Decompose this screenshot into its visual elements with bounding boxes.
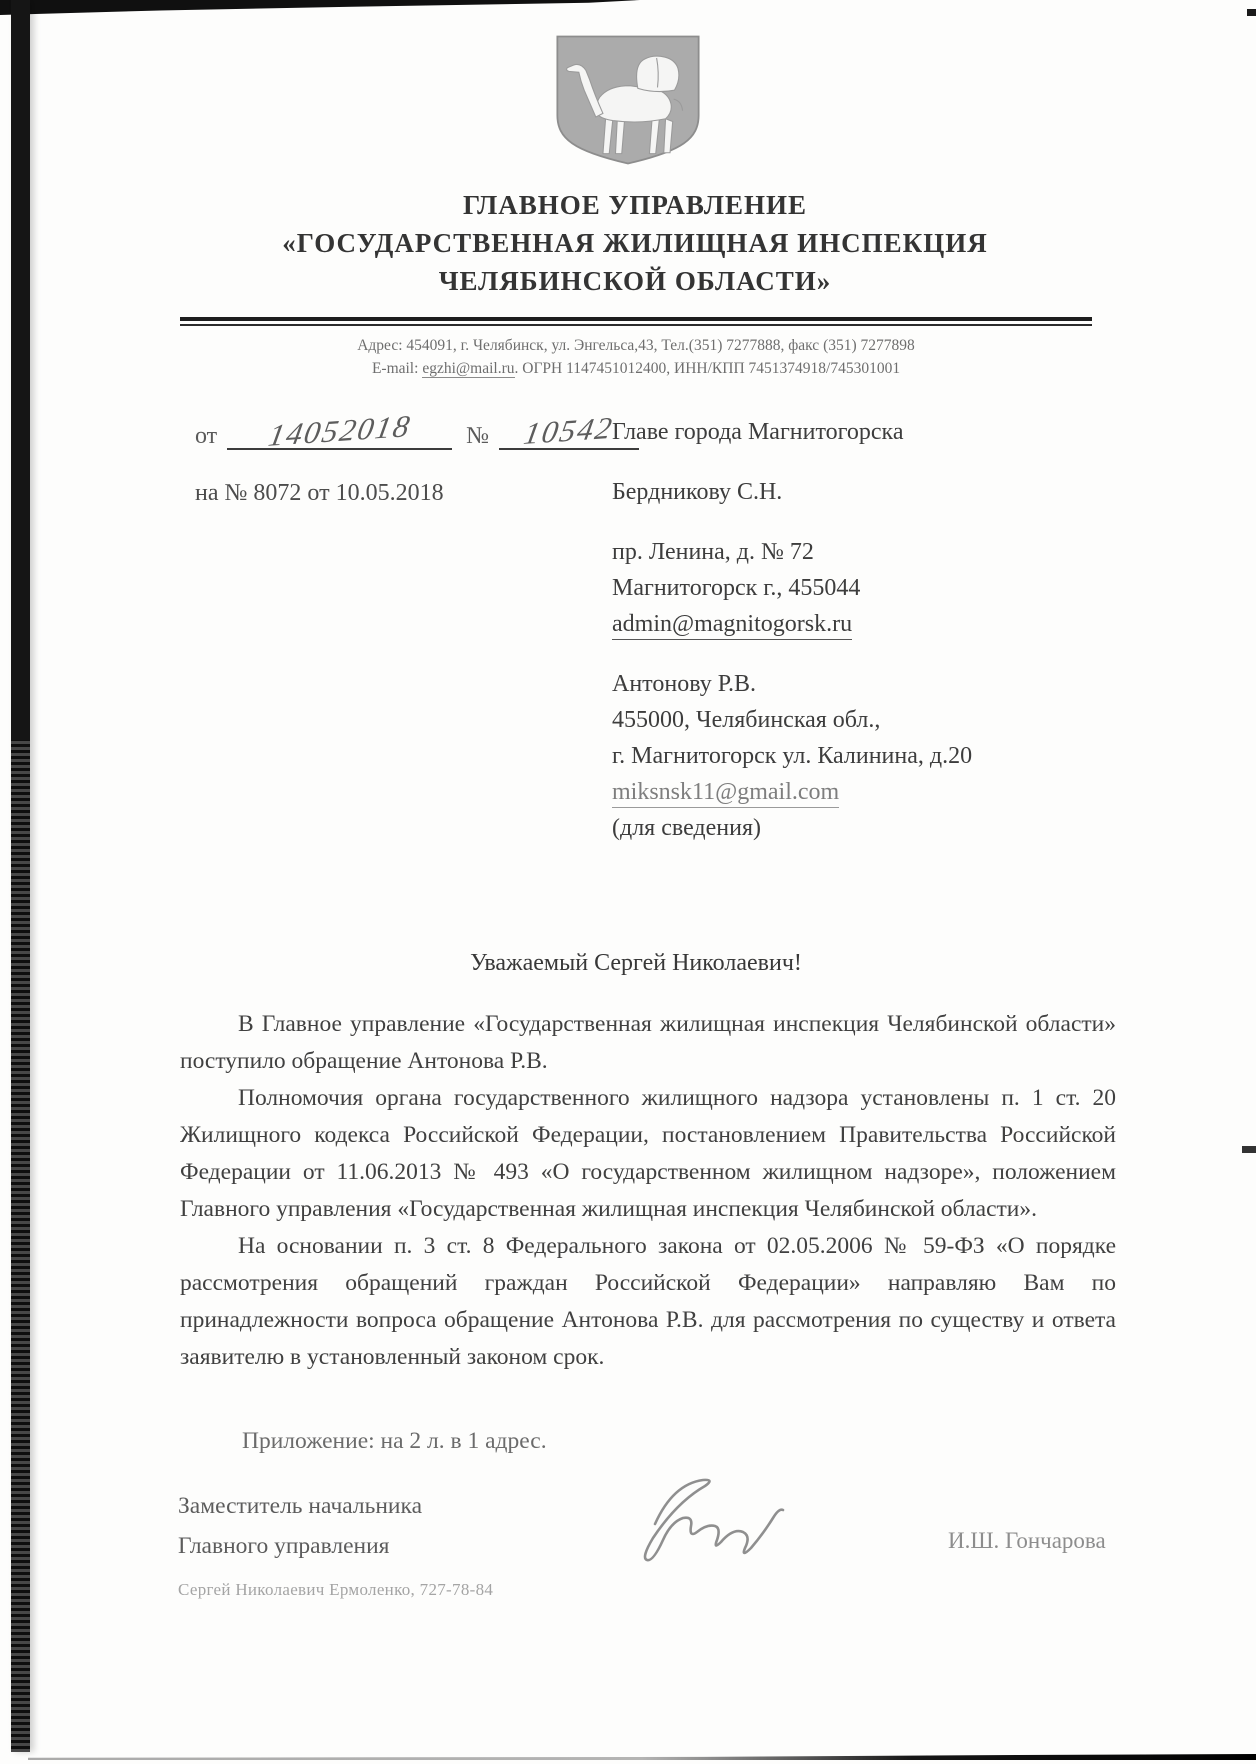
- email-label: E-mail:: [371, 360, 423, 377]
- org-title-line3: ЧЕЛЯБИНСКОЙ ОБЛАСТИ»: [438, 266, 832, 296]
- handwritten-number: 10542: [521, 409, 617, 452]
- handwritten-signature: [600, 1462, 840, 1572]
- org-reg-info: . ОГРН 1147451012400, ИНН/КПП 7451374918/745301001: [514, 360, 901, 377]
- coat-of-arms-emblem: [552, 26, 704, 174]
- recipient-secondary-street: г. Магнитогорск ул. Калинина, д.20: [612, 743, 973, 769]
- recipient-primary-street: пр. Ленина, д. № 72: [612, 539, 814, 565]
- org-email: egzhi@mail.ru: [422, 360, 515, 377]
- signer-position-line1: Заместитель начальника: [178, 1493, 422, 1519]
- signer-position-line2: Главного управления: [178, 1533, 390, 1559]
- signer-name: И.Ш. Гончарова: [948, 1528, 1106, 1553]
- recipient-secondary-email: miksnsk11@gmail.com: [612, 777, 839, 808]
- scan-artifact-right-mid: [1242, 1146, 1256, 1153]
- body-paragraph-1: В Главное управление «Государственная жилищная инспекция Челябинской области» поступило обращение Антонова Р.В.: [180, 1011, 1116, 1074]
- org-address-line: Адрес: 454091, г. Челябинск, ул. Энгельса,43, Тел.(351) 7277888, факс (351) 7277898: [357, 337, 915, 354]
- org-title-line1: ГЛАВНОЕ УПРАВЛЕНИЕ: [463, 190, 807, 220]
- recipient-primary-email-row: [612, 606, 1112, 642]
- header-divider-rule: [180, 317, 1092, 326]
- org-title: [160, 186, 1110, 300]
- signature-scribble-icon: [600, 1462, 840, 1572]
- recipient-primary-city: Магнитогорск г., 455044: [612, 575, 861, 601]
- scan-artifact-top-edge: [0, 0, 640, 15]
- body-paragraph-3: На основании п. 3 ст. 8 Федерального закона от 02.05.2006 № 59-ФЗ «О порядке рассмотрения обращений граждан Российской Федерации» направляю Вам по принадлежности вопроса обращение Антонова Р.В. для рассмотрения по существу и ответа заявителю в установленный законом срок.: [180, 1233, 1116, 1370]
- outgoing-date-field: [227, 408, 452, 453]
- executor-contact: Сергей Николаевич Ермоленко, 727-78-84: [178, 1580, 494, 1599]
- outgoing-reference-row: [195, 408, 639, 453]
- body-paragraph-2: Полномочия органа государственного жилищного надзора установлены п. 1 ст. 20 Жилищного кодекса Российской Федерации, постановлением Правительства Российской Федерации от 11.06.2013 № 493 «О государственном жилищном надзоре», положением Главного управления «Государственная жилищная инспекция Челябинской области».: [180, 1085, 1116, 1222]
- from-label: от: [195, 423, 218, 449]
- number-label: №: [466, 423, 490, 449]
- recipient-secondary-note: (для сведения): [612, 815, 761, 841]
- scan-artifact-bottom-edge: [28, 1754, 1256, 1760]
- reply-to-reference: на № 8072 от 10.05.2018: [195, 480, 444, 506]
- camel-shield-icon: [552, 26, 704, 174]
- recipient-primary-email: admin@magnitogorsk.ru: [612, 609, 852, 640]
- org-contact-block: [180, 334, 1092, 380]
- recipient-block: [612, 414, 1112, 846]
- signer-position: [178, 1486, 422, 1566]
- recipient-secondary-name: Антонову Р.В.: [612, 671, 757, 697]
- scan-artifact-top-right: [1247, 9, 1256, 16]
- org-title-line2: «ГОСУДАРСТВЕННАЯ ЖИЛИЩНАЯ ИНСПЕКЦИЯ: [282, 228, 988, 258]
- letter-body: [180, 1006, 1116, 1376]
- recipient-secondary-region: 455000, Челябинская обл.,: [612, 707, 881, 733]
- recipient-primary-name: Бердникову С.Н.: [612, 479, 783, 505]
- recipient-secondary-email-row: [612, 774, 1112, 810]
- recipient-primary-title: Главе города Магнитогорска: [612, 419, 904, 445]
- org-email-line: [180, 357, 1092, 380]
- scan-artifact-left-edge-solid: [11, 0, 30, 740]
- salutation: Уважаемый Сергей Николаевич!: [470, 950, 802, 976]
- handwritten-date: 14052018: [265, 408, 414, 453]
- attachment-note: Приложение: на 2 л. в 1 адрес.: [242, 1428, 547, 1454]
